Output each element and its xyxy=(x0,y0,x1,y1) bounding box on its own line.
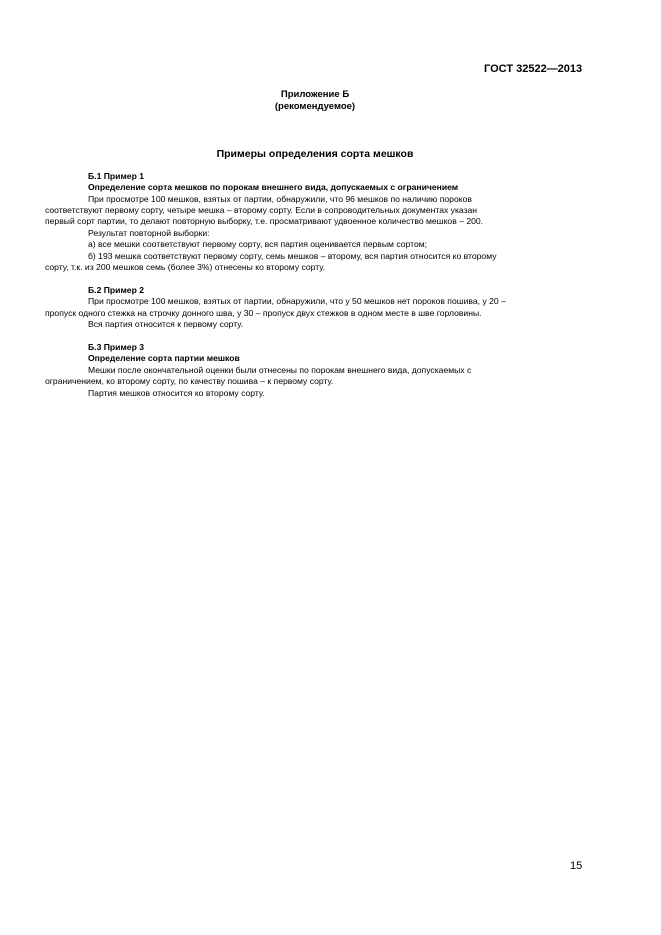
section-1-line: соответствуют первому сорту, четыре мешка – второму сорту. Если в сопроводительных документах указан xyxy=(45,205,478,215)
section-1-line: Результат повторной выборки: xyxy=(88,228,210,238)
standard-header: ГОСТ 32522—2013 xyxy=(484,63,583,75)
section-2-line: При просмотре 100 мешков, взятых от партии, обнаружили, что у 50 мешков нет пороков пошива, у 20 – xyxy=(88,296,506,306)
section-3-heading: Б.3 Пример 3 xyxy=(88,342,144,352)
section-1-line: б) 193 мешка соответствуют первому сорту, семь мешков – второму, вся партия относится ко второму xyxy=(88,251,497,261)
section-3-subheading: Определение сорта партии мешков xyxy=(88,353,240,363)
section-1-line: сорту, т.к. из 200 мешков семь (более 3%) отнесены ко второму сорту. xyxy=(45,262,326,272)
section-2-line: Вся партия относится к первому сорту. xyxy=(88,319,244,329)
section-1-subheading: Определение сорта мешков по порокам внешнего вида, допускаемых с ограничением xyxy=(88,182,459,192)
section-3-line: Мешки после окончательной оценки были отнесены по порокам внешнего вида, допускаемых с xyxy=(88,365,472,375)
appendix-title: Приложение Б xyxy=(280,89,350,100)
section-1-heading: Б.1 Пример 1 xyxy=(88,171,144,181)
section-1-line: При просмотре 100 мешков, взятых от партии, обнаружили, что 96 мешков по наличию пороков xyxy=(88,194,472,204)
section-3-line: Партия мешков относится ко второму сорту. xyxy=(88,388,265,398)
appendix-status: (рекомендуемое) xyxy=(274,101,356,112)
page-number: 15 xyxy=(570,860,583,872)
section-1-line: а) все мешки соответствуют первому сорту, вся партия оценивается первым сортом; xyxy=(88,239,428,249)
section-2-heading: Б.2 Пример 2 xyxy=(88,285,144,295)
page-title: Примеры определения сорта мешков xyxy=(216,148,414,160)
section-3-line: ограничением, ко второму сорту, по качеству пошива – к первому сорту. xyxy=(45,376,334,386)
section-1-line: первый сорт партии, то делают повторную выборку, т.е. просматривают удвоенное количество мешков – 200. xyxy=(45,216,484,226)
section-2-line: пропуск одного стежка на строчку донного шва, у 30 – пропуск двух стежков в одном месте в шве горловины. xyxy=(45,308,482,318)
